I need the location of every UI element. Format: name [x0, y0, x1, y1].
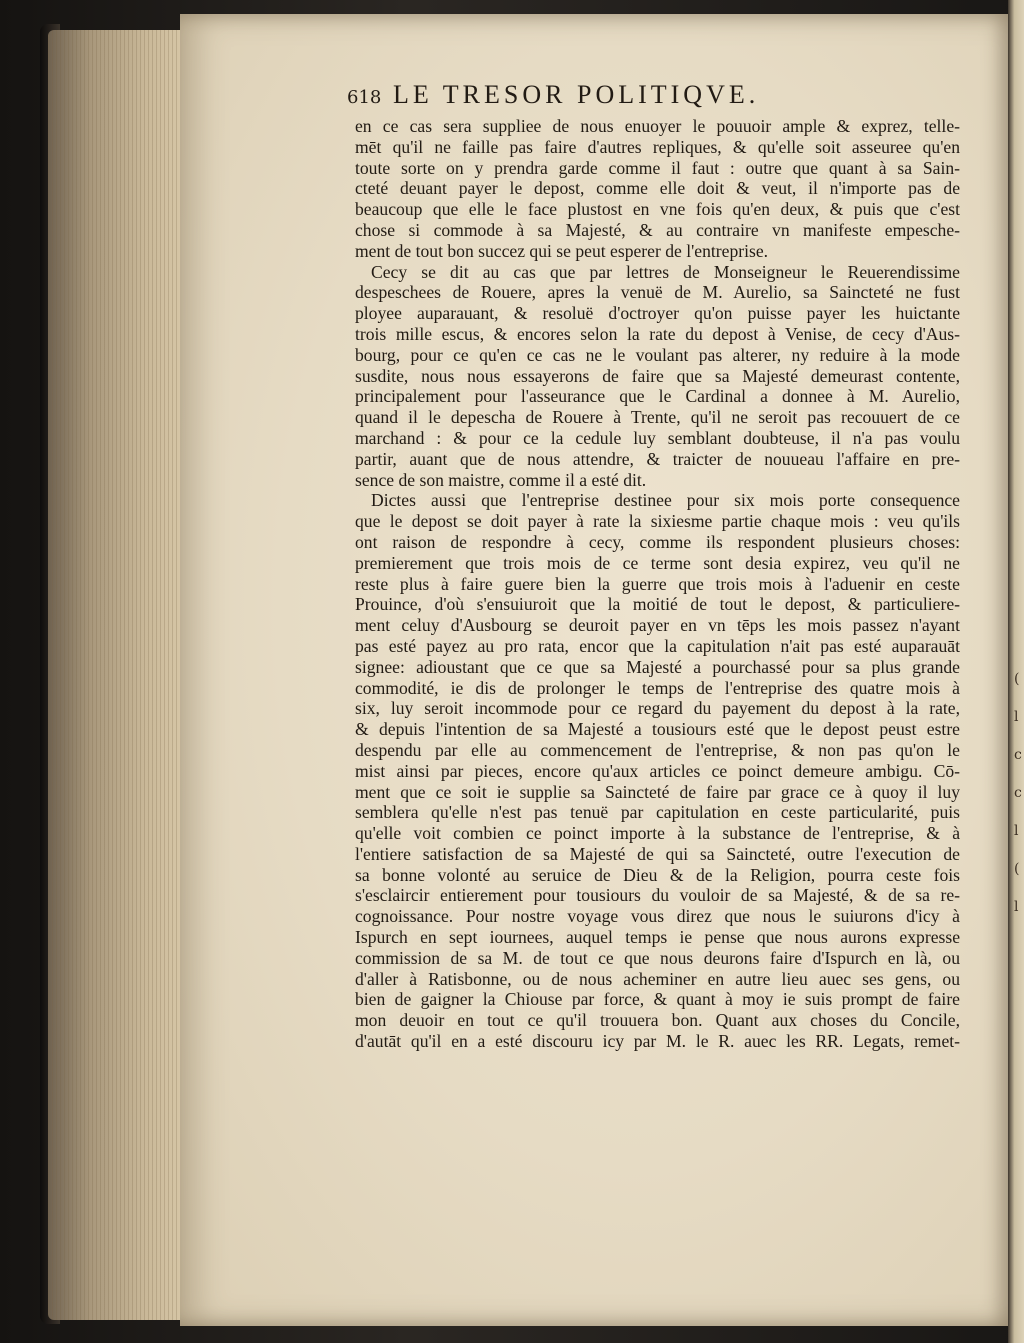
text-line: Cecy se dit au cas que par lettres de Monseigneur le Reuerendissime [371, 261, 960, 282]
text-line: bourg, pour ce qu'en ce cas ne le voulant pas alterer, ny reduire à la mode [355, 344, 960, 365]
text-line: premierement que trois mois de ce terme sont desia expirez, veu qu'il ne [355, 552, 960, 573]
text-line: ployee auparauant, & resoluë d'octroyer qu'on puisse payer les huictante [355, 303, 960, 324]
page-number: 618 [347, 87, 382, 108]
text-line: marchand : & pour ce la cedule luy semblant doubteuse, il n'a pas voulu [355, 427, 960, 448]
text-line: quand il le depescha de Rouere à Trente, qu'il ne seroit pas recouuert de ce [355, 407, 960, 428]
text-line: s'esclaircir entierement pour tousiours du vouloir de sa Majesté, & de sa re- [355, 885, 960, 906]
text-line: l'entiere satisfaction de sa Majesté de qui sa Saincteté, outre l'execution de [355, 843, 960, 864]
text-line: chose si commode à sa Majesté, & au contraire vn manifeste empesche- [355, 219, 960, 240]
page-text [347, 80, 960, 1052]
text-line: beaucoup que elle le face plustost en vne fois qu'en deux, & puis que c'est [355, 199, 960, 220]
text-line: toute sorte on y prendra garde comme il faut : outre que quant à sa Sain- [355, 157, 960, 178]
text-line: qu'elle voit combien ce poinct importe à la substance de l'entreprise, & à [355, 823, 960, 844]
text-line: & depuis l'intention de sa Majesté a tousiours esté que le depost peust estre [355, 719, 960, 740]
text-line: ment celuy d'Ausbourg se deuroit payer en vn tēps les mois passez n'ayant [355, 615, 960, 636]
text-line: cognoissance. Pour nostre voyage vous direz que nous le suiurons d'icy à [355, 906, 960, 927]
text-line: sa bonne volonté au seruice de Dieu & de la Religion, pourra ceste fois [355, 864, 960, 885]
text-line: Dictes aussi que l'entreprise destinee pour six mois porte consequence [371, 490, 960, 511]
text-line: mist ainsi par pieces, encore qu'aux articles ce poinct demeure ambigu. Cō- [355, 760, 960, 781]
text-line: despendu par elle au commencement de l'entreprise, & non pas qu'on le [355, 739, 960, 760]
paragraph [355, 116, 960, 262]
text-line: signee: adioustant que ce que sa Majesté a pourchassé pour sa plus grande [355, 656, 960, 677]
text-line: six, luy seroit incommode pour ce regard du payement du depost à la rate, [355, 698, 960, 719]
text-line: cteté deuant payer le depost, comme elle doit & veut, il n'importe pas de [355, 178, 960, 199]
text-line: pas esté payez au pro rata, encor que la capitulation n'ait pas esté auparauāt [355, 635, 960, 656]
running-title: LE TRESOR POLITIQVE. [393, 80, 760, 109]
text-line: trois mille escus, & encores selon la rate du depost à Venise, de cecy d'Aus- [355, 323, 960, 344]
text-line: ment que ce soit ie supplie sa Saincteté de faire par grace ce à quoy il luy [355, 781, 960, 802]
text-line: principalement pour l'asseurance que le Cardinal a donnee à M. Aurelio, [355, 386, 960, 407]
book-fore-edge [48, 30, 188, 1320]
text-line: ont raison de respondre à cecy, comme ils respondent plusieurs choses: [355, 531, 960, 552]
text-line: susdite, nous nous essayerons de faire que sa Majesté demeurast contente, [355, 365, 960, 386]
text-line: reste plus à faire guere bien la guerre que trois mois à l'aduenir en ceste [355, 573, 960, 594]
text-line: partir, auant que de nous attendre, & traicter de nouueau l'affaire en pre- [355, 448, 960, 469]
text-line: d'aller à Ratisbonne, ou de nous acheminer en autre lieu auec ses gens, ou [355, 968, 960, 989]
text-line: commission de sa M. de tout ce que nous deurons faire d'Ispurch en là, ou [355, 947, 960, 968]
text-line: sence de son maistre, comme il a esté dit. [355, 469, 647, 490]
text-line: semblera qu'elle n'est pas tenuë par capitulation en ceste particularité, puis [355, 802, 960, 823]
text-line: Ispurch en sept iournees, auquel temps ie pense que nous aurons expresse [355, 927, 960, 948]
text-line: ment de tout bon succez qui se peut esperer de l'entreprise. [355, 240, 769, 261]
text-line: en ce cas sera suppliee de nous enuoyer le pouuoir ample & exprez, telle- [355, 116, 960, 136]
text-line: mon deuoir en tout ce qu'il trouuera bon. Quant aux choses du Concile, [355, 1010, 960, 1031]
paragraph [355, 490, 960, 1052]
text-line: Prouince, d'où s'ensuiuroit que la moitié de tout le depost, & particuliere- [355, 594, 960, 615]
text-line: que le depost se doit payer à rate la sixiesme partie chaque mois : veu qu'ils [355, 511, 960, 532]
text-line: despeschees de Rouere, apres la venuë de M. Aurelio, sa Saincteté ne fust [355, 282, 960, 303]
page-header [347, 80, 960, 116]
text-line: d'autāt qu'il en a esté discouru icy par M. le R. auec les RR. Legats, remet- [355, 1031, 960, 1052]
facing-page-margin-marks: ( l c c l ( l [1014, 671, 1022, 915]
text-line: bien de gaigner la Chiouse par force, & quant à moy ie suis prompt de faire [355, 989, 960, 1010]
text-line: mēt qu'il ne faille pas faire d'autres repliques, & qu'elle soit asseuree qu'en [355, 136, 960, 157]
paragraph [355, 262, 960, 491]
text-line: commodité, ie dis de prolonger le temps de l'entreprise des quatre mois à [355, 677, 960, 698]
